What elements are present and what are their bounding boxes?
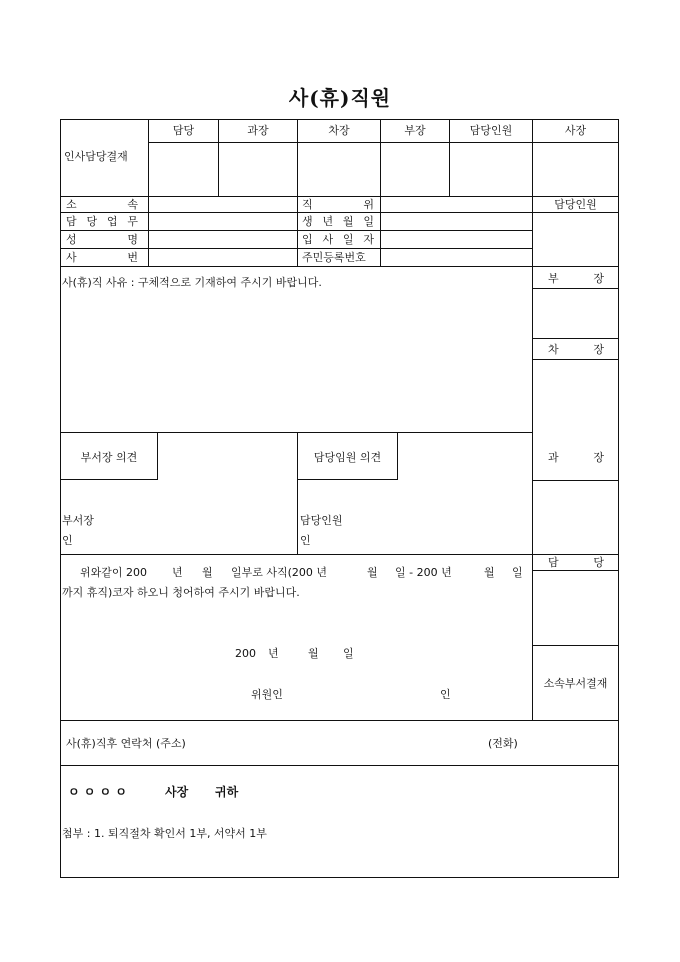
label-employee-no: 사 번 [66,251,138,264]
addressee-honorific: 귀하 [215,785,239,799]
statement-part-8: 일 [512,566,523,579]
label-duty: 담 당 업 무 [66,215,138,228]
side-header-damdang-inwon: 담당인원 [554,198,597,211]
date-day-unit: 일 [343,647,354,660]
contact-phone-label: (전화) [488,737,518,750]
date-year: 200 [235,647,256,660]
statement-part-5: 월 [367,566,378,579]
approval-header-gwajang: 과장 [247,124,269,137]
reason-label: 사(휴)직 사유 : 구체적으로 기재하여 주시기 바랍니다. [62,276,322,289]
contact-address-label: 사(휴)직후 연락처 (주소) [66,737,186,750]
attachment-line: 첨부 : 1. 퇴직절차 확인서 1부, 서약서 1부 [62,827,267,840]
addressee-placeholder: ㅇ ㅇ ㅇ ㅇ [68,785,127,799]
side-title-damdang: 담 당 [548,556,604,569]
label-birth-date: 생 년 월 일 [302,215,374,228]
approval-header-chajang: 차장 [328,124,350,137]
dept-head-opinion-label: 부서장 의견 [80,451,138,464]
statement-part-2: 년 [172,566,183,579]
approval-header-damdang-inwon: 담당인원 [469,124,513,137]
label-position: 직 위 [302,198,374,211]
approval-header-damdang: 담당 [172,124,195,137]
staff-sign-mark: 인 [300,534,311,547]
side-title-chajang: 차 장 [548,343,604,356]
statement-part-6: 일 - 200 년 [395,566,452,579]
staff-opinion-label: 담당임원 의견 [313,451,382,464]
label-hire-date: 입 사 일 자 [302,233,374,246]
label-name: 성 명 [66,233,138,246]
approval-header-bujang: 부장 [404,124,426,137]
date-month-unit: 월 [308,647,319,660]
label-resident-no: 주민등록번호 [302,251,366,264]
approval-header-sajang: 사장 [564,124,587,137]
addressee-president: 사장 [165,785,189,799]
date-year-unit: 년 [268,647,279,660]
label-affiliation: 소 속 [66,198,138,211]
statement-part-7: 월 [484,566,495,579]
dept-head-sign-title: 부서장 [62,514,94,527]
statement-part-1: 위와같이 200 [80,566,147,579]
page-title: 사(휴)직원 [288,86,392,110]
side-title-gwajang: 과 장 [548,451,604,464]
statement-line-2: 까지 휴직)코자 하오니 청어하여 주시기 바랍니다. [62,586,300,599]
dept-head-sign-mark: 인 [62,534,73,547]
applicant-label: 위원인 [251,688,283,701]
applicant-seal: 인 [440,688,451,701]
statement-part-4: 일부로 사직(200 년 [231,566,328,579]
approval-row-label: 인사담당결재 [64,150,128,163]
side-title-dept-approval: 소속부서결재 [543,677,608,690]
side-title-bujang: 부 장 [548,272,604,285]
staff-sign-title: 담당인원 [300,514,343,527]
statement-part-3: 월 [202,566,213,579]
